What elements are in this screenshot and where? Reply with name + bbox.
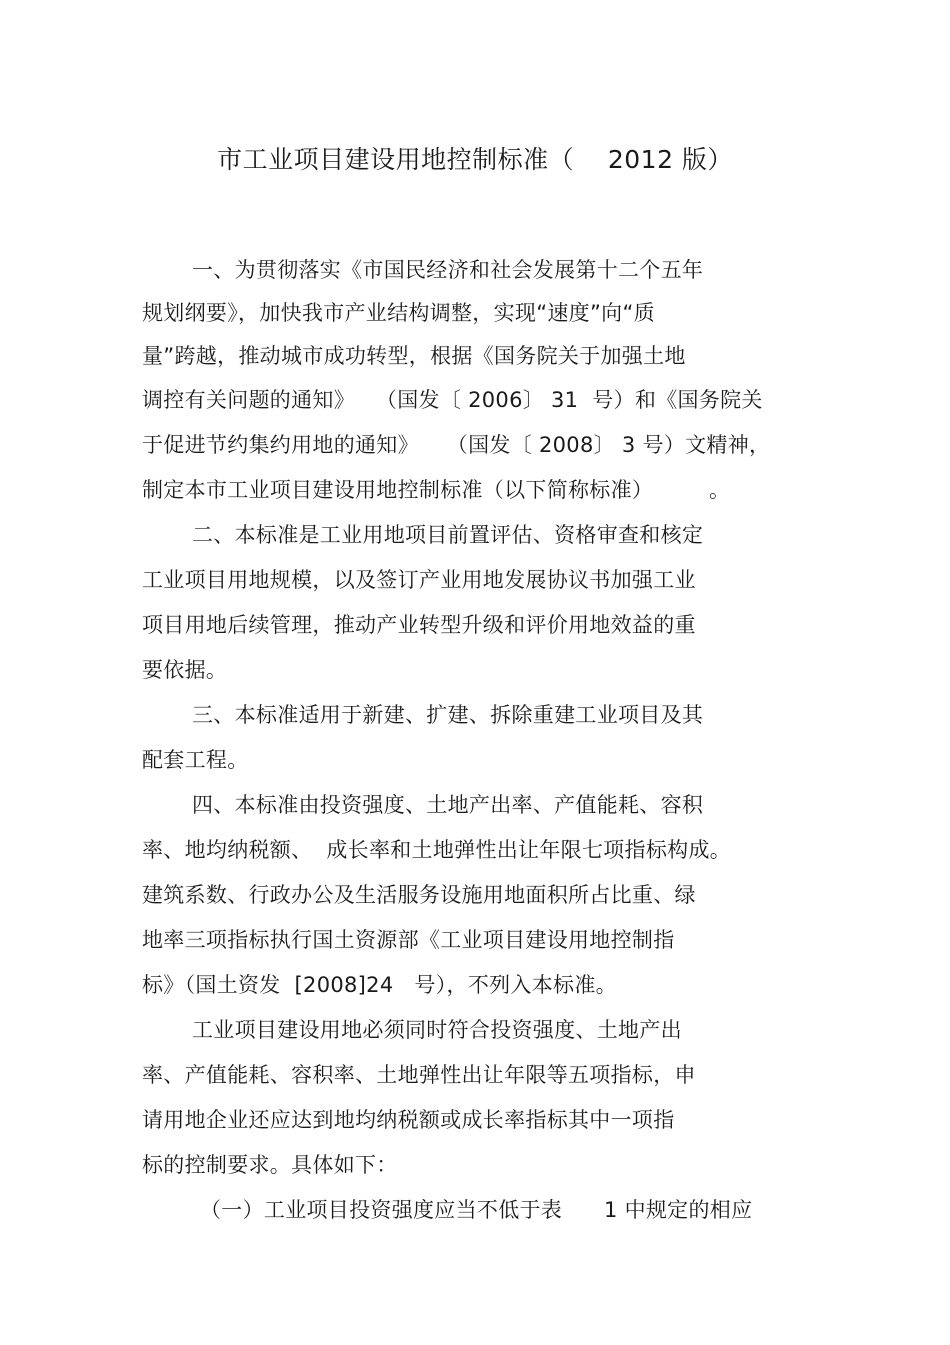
text-line: 量”跨越，推动城市成功转型，根据《国务院关于加强土地: [142, 344, 686, 368]
text-line: 建筑系数、行政办公及生活服务设施用地面积所占比重、绿: [142, 883, 696, 907]
text-line: 一、为贯彻落实《市国民经济和社会发展第十二个五年: [192, 258, 704, 282]
text-line: 二、本标准是工业用地项目前置评估、资格审查和核定: [192, 523, 704, 547]
text-line: 于促进节约集约用地的通知》 （国发〔 2008〕 3 号）文精神，: [142, 433, 771, 457]
text-line: 三、本标准适用于新建、扩建、拆除重建工业项目及其: [192, 703, 704, 727]
text-line: 率、产值能耗、容积率、土地弹性出让年限等五项指标，申: [142, 1063, 696, 1087]
text-line: 地率三项指标执行国土资源部《工业项目建设用地控制指: [142, 928, 675, 952]
document-title: 市工业项目建设用地控制标准（ 2012 版）: [217, 145, 733, 174]
text-line: 规划纲要》，加快我市产业结构调整，实现“速度”向“质: [142, 301, 655, 325]
text-line: 项目用地后续管理，推动产业转型升级和评价用地效益的重: [142, 613, 696, 637]
text-line: 标》（国土资发 [2008]24 号），不列入本标准。: [142, 973, 617, 997]
text-line: 制定本市工业项目建设用地控制标准（以下简称标准） 。: [142, 478, 731, 502]
text-line: 率、地均纳税额、 成长率和土地弹性出让年限七项指标构成。: [142, 838, 732, 862]
text-line: （一）工业项目投资强度应当不低于表 1 中规定的相应: [200, 1198, 753, 1222]
text-line: 调控有关问题的通知》 （国发〔 2006〕 31 号）和《国务院关: [142, 388, 763, 412]
text-line: 配套工程。: [142, 748, 249, 772]
text-line: 工业项目用地规模，以及签订产业用地发展协议书加强工业: [142, 568, 696, 592]
text-line: 标的控制要求。具体如下：: [142, 1153, 398, 1177]
text-line: 请用地企业还应达到地均纳税额或成长率指标其中一项指: [142, 1108, 675, 1132]
text-line: 四、本标准由投资强度、土地产出率、产值能耗、容积: [192, 793, 704, 817]
text-line: 要依据。: [142, 658, 228, 682]
text-line: 工业项目建设用地必须同时符合投资强度、土地产出: [192, 1018, 682, 1042]
